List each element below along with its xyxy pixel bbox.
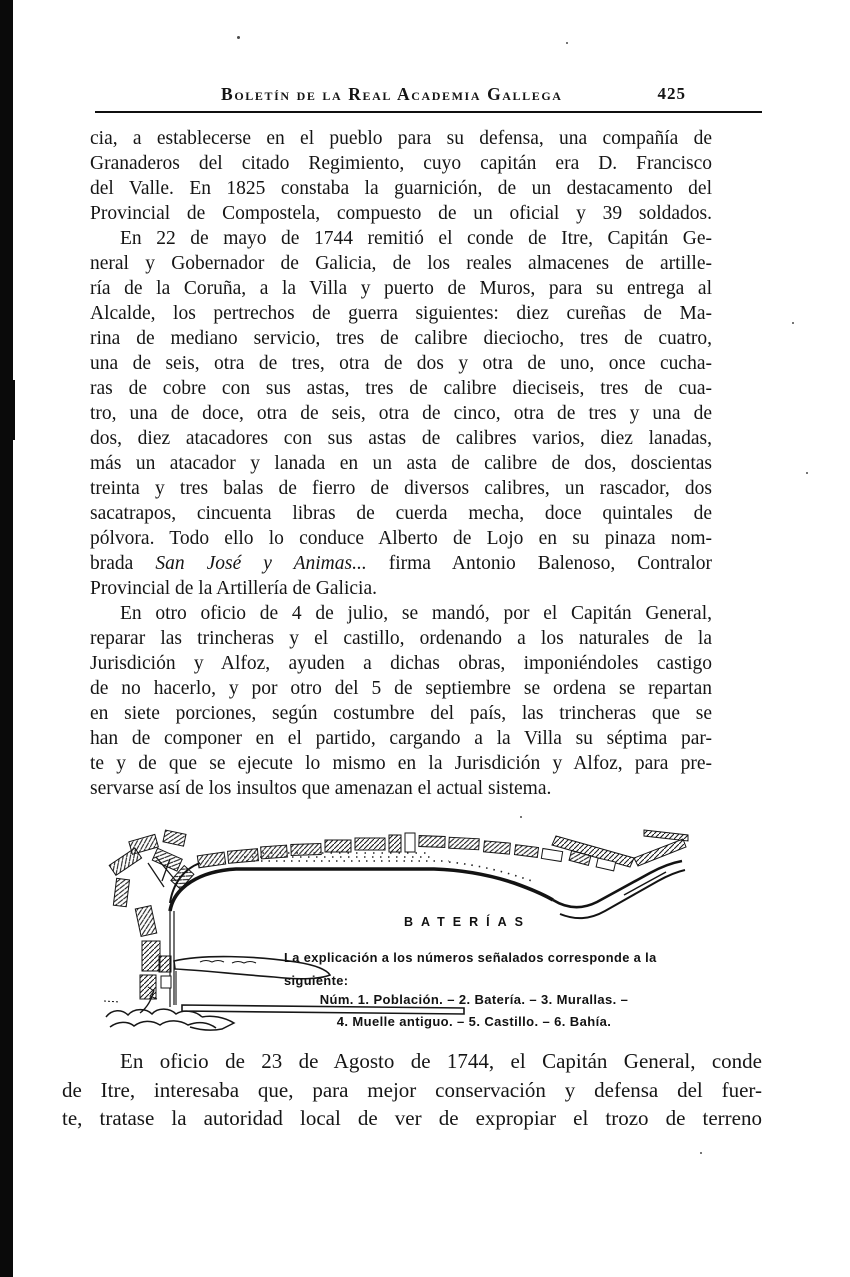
page-number: 425 (657, 84, 686, 103)
ship-name-italic: San José y Animas... (155, 553, 367, 574)
scan-speck (792, 322, 794, 324)
text-line: cia, a establecerse en el pueblo para su defensa, una compañía de (90, 128, 712, 149)
figure-legend-line: Núm. 1. Población. – 2. Batería. – 3. Murallas. – (319, 992, 629, 1007)
text-line: Jurisdición y Alfoz, ayuden a dichas obras, imponiéndoles castigo (90, 653, 712, 674)
text-line: más un atacador y lanada en un asta de calibre de dos, doscientas (90, 453, 712, 474)
text-line: te y de que se ejecute lo mismo en la Jurisdición y Alfoz, para pre- (90, 753, 712, 774)
closing-paragraph (62, 1047, 762, 1133)
header-rule (95, 111, 762, 113)
text-line: han de componer en el partido, cargando a la Villa su séptima par- (90, 728, 712, 749)
text-line: Provincial de Compostela, compuesto de un oficial y 39 soldados. (90, 203, 712, 224)
figure-title: BATERÍAS (404, 915, 531, 929)
main-text-block (90, 126, 712, 801)
text-line-with-italic (90, 551, 712, 576)
scan-gutter-bar (0, 0, 13, 1277)
text-line: de no hacerlo, y por otro del 5 de septiembre se ordena se repartan (90, 678, 712, 699)
map-shore-buildings (197, 833, 562, 868)
text-line: del Valle. En 1825 constaba la guarnición, de un destacamento del (90, 178, 712, 199)
text-line: treinta y tres balas de fierro de diversos calibres, un rascador, dos (90, 478, 712, 499)
text-line: tro, una de doce, otra de seis, otra de cinco, otra de tres y una de (90, 403, 712, 424)
page-header (95, 84, 762, 110)
text-line: Alcalde, los pertrechos de guerra siguientes: diez cureñas de Ma- (90, 303, 712, 324)
figure-caption (284, 946, 720, 992)
text-line: una de seis, otra de tres, otra de dos y otra de uno, once cucha- (90, 353, 712, 374)
text-line: servarse así de los insultos que amenazan el actual sistema. (90, 778, 552, 799)
text-line: En otro oficio de 4 de julio, se mandó, por el Capitán General, (120, 603, 712, 624)
text-segment: firma Antonio Balenoso, Contralor (366, 553, 713, 574)
figure-caption-line: siguiente: (284, 973, 349, 988)
text-line: ría de la Coruña, a la Villa y puerto de Muros, para su entrega al (90, 278, 712, 299)
figure-legend-line: 4. Muelle antiguo. – 5. Castillo. – 6. Bahía. (336, 1013, 612, 1029)
figure-caption-line: La explicación a los números señalados corresponde a la (284, 950, 657, 965)
scan-speck (806, 472, 808, 474)
text-line: te, tratase la autoridad local de ver de expropiar el trozo de terreno (62, 1106, 762, 1130)
text-line: en siete porciones, según costumbre del país, las trincheras que se (90, 703, 712, 724)
scan-speck (566, 42, 568, 44)
journal-title: Boletín de la Real Academia Gallega (221, 84, 563, 104)
text-line: de Itre, interesaba que, para mejor conservación y defensa del fuer- (62, 1077, 762, 1102)
map-left-cluster (109, 830, 194, 907)
text-line: rina de mediano servicio, tres de calibre dieciocho, tres de cuatro, (90, 328, 712, 349)
text-line: neral y Gobernador de Galicia, de los reales almacenes de artille- (90, 253, 712, 274)
text-line: En oficio de 23 de Agosto de 1744, el Capitán General, conde (120, 1049, 762, 1073)
scan-speck (700, 1152, 702, 1154)
scan-speck (237, 36, 240, 39)
text-line: pólvora. Todo ello lo conduce Alberto de Lojo en su pinaza nom- (90, 528, 712, 549)
text-line: dos, diez atacadores con sus astas de calibres varios, diez lanadas, (90, 428, 712, 449)
text-line: ras de cobre con sus astas, tres de calibre dieciseis, tres de cua- (90, 378, 712, 399)
figure-legend (252, 989, 696, 1032)
text-line: Provincial de la Artillería de Galicia. (90, 578, 377, 599)
text-line: En 22 de mayo de 1744 remitió el conde de Itre, Capitán Ge- (120, 228, 712, 249)
scan-speck (520, 816, 522, 818)
text-segment: brada (90, 553, 156, 574)
text-line: sacatrapos, cincuenta libras de cuerda mecha, doce quintales de (90, 503, 712, 524)
text-line: Granaderos del citado Regimiento, cuyo capitán era D. Francisco (90, 153, 712, 174)
text-line: reparar las trincheras y el castillo, ordenando a los naturales de la (90, 628, 712, 649)
